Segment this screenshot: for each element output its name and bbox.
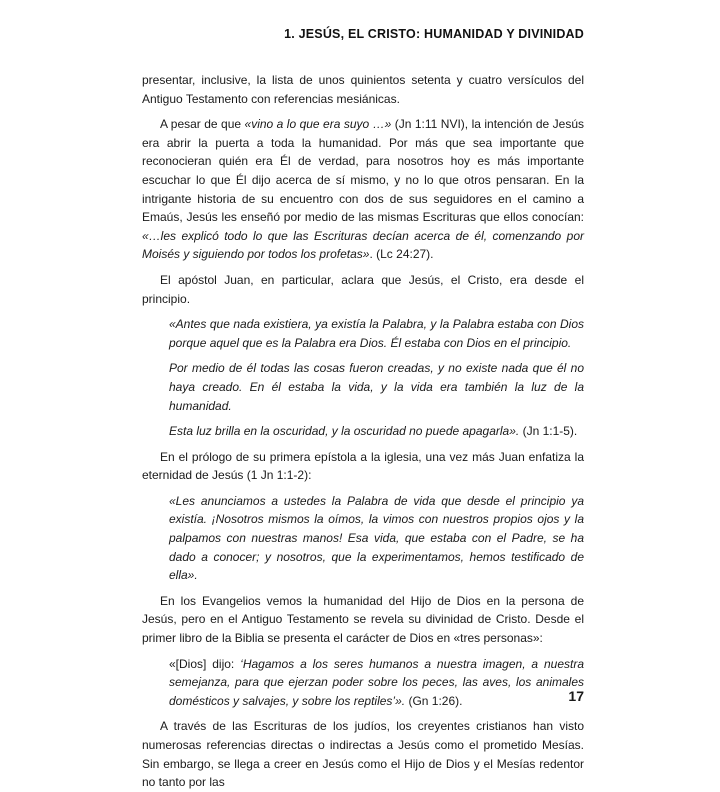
paragraph-4: En el prólogo de su primera epístola a la iglesia, una vez más Juan enfatiza la eternidad de Jesús (1 Jn 1:1-2): xyxy=(142,449,584,483)
paragraph-3: El apóstol Juan, en particular, aclara que Jesús, el Cristo, era desde el principio. xyxy=(142,272,584,306)
block-quote-1: «Antes que nada existiera, ya existía la Palabra, y la Palabra estaba con Dios porque aquel que es la Palabra era Dios. Él estaba con Dios en el principio. xyxy=(169,317,584,350)
paragraph-5: En los Evangelios vemos la humanidad del Hijo de Dios en la persona de Jesús, pero en el Antiguo Testamento se revela su divinidad de Cristo. Desde el primer libro de la Biblia se presenta el carácter de Dios en «tres personas»: xyxy=(142,593,584,646)
paragraph-2 xyxy=(142,115,584,264)
block-quote-3-reference: (Jn 1:1-5). xyxy=(519,424,578,439)
block-quote-3-text: Esta luz brilla en la oscuridad, y la oscuridad no puede apagarla». xyxy=(169,424,520,439)
paragraph-2-text-a: A pesar de que xyxy=(160,117,245,132)
paragraph-2-quote-b: «…les explicó todo lo que las Escrituras decían acerca de él, comenzando por Moisés y siguiendo por todos los profetas» xyxy=(142,228,584,262)
page-number: 17 xyxy=(568,688,584,704)
paragraph-2-text-b: (Jn 1:11 NVI), la intención de Jesús era abrir la puerta a toda la humanidad. Por más que sea importante que reconocieran quién era Él de verdad, para nosotros hoy es más importante escuchar lo que Él dijo acerca de sí mismo, y no lo que otros pensaran. En la intrigante historia de su encuentro con dos de sus seguidores en el camino a Emaús, Jesús les enseñó por medio de las mismas Escrituras que ellos conocían: xyxy=(142,117,584,225)
block-quote-2: Por medio de él todas las cosas fueron creadas, y no existe nada que él no haya creado. En él estaba la vida, y la vida era también la luz de la humanidad. xyxy=(169,361,584,413)
block-quote-3 xyxy=(169,422,584,441)
paragraph-1: presentar, inclusive, la lista de unos quinientos setenta y cuatro versículos del Antiguo Testamento con referencias mesiánicas. xyxy=(142,73,584,106)
block-quote-5-reference: (Gn 1:26). xyxy=(405,693,463,708)
block-quote-5-lead: «[Dios] dijo: xyxy=(169,656,241,671)
block-quote-4: «Les anunciamos a ustedes la Palabra de vida que desde el principio ya existía. ¡Nosotros mismos la oímos, la vimos con nuestros propios ojos y la palpamos con nuestras manos! Esa vida, que estaba con el Padre, se ha dado a conocer; y nosotros, que la experimentamos, hemos testificado de ella». xyxy=(169,493,584,583)
paragraph-2-quote-a: «vino a lo que era suyo …» xyxy=(244,117,392,132)
running-header: 1. JESÚS, EL CRISTO: HUMANIDAD Y DIVINIDAD xyxy=(284,27,584,41)
paragraph-2-reference: . (Lc 24:27). xyxy=(369,247,434,262)
body-text xyxy=(142,71,584,792)
block-quote-5 xyxy=(169,655,584,711)
block-quote-5-text: ‘Hagamos a los seres humanos a nuestra imagen, a nuestra semejanza, para que ejerzan poder sobre los peces, las aves, los animales domésticos y salvajes, y sobre los reptiles’». xyxy=(169,656,585,708)
paragraph-6: A través de las Escrituras de los judíos, los creyentes cristianos han visto numerosas referencias directas o indirectas a Jesús como el prometido Mesías. Sin embargo, se llega a creer en Jesús como el Hijo de Dios y el Mesías redentor no tanto por las xyxy=(142,719,584,790)
